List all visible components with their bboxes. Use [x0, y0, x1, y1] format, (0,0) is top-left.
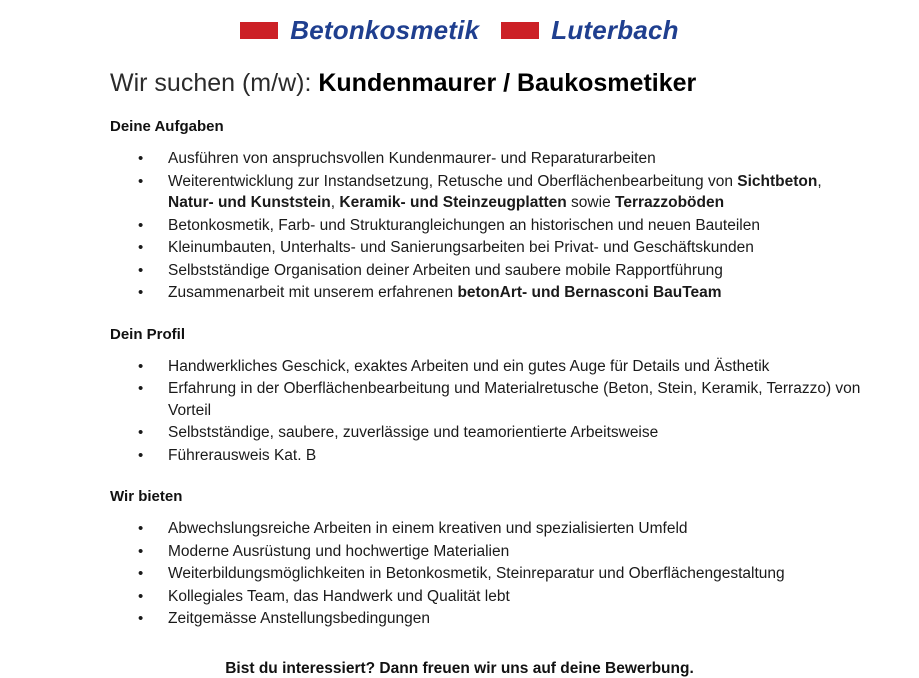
list-item: [110, 260, 870, 282]
brand-name-secondary: Luterbach: [551, 14, 679, 45]
section-heading: Dein Profil: [110, 325, 186, 343]
page-title: [110, 68, 696, 98]
list-item: [110, 378, 870, 421]
section-wir-bieten: [110, 488, 870, 630]
brand-betonkosmetik: [240, 15, 479, 46]
section-heading: Wir bieten: [110, 488, 183, 505]
list-item-text: Erfahrung in der Oberflächenbearbeitung und Materialretusche (Beton, Stein, Keramik, Terrazzo) von Vorteil: [168, 380, 861, 419]
list-item: [110, 608, 870, 630]
bullet-list: [110, 148, 870, 304]
list-item: [110, 148, 870, 170]
section-deine-aufgaben: [110, 118, 870, 304]
list-item-text: Handwerkliches Geschick, exaktes Arbeiten und ein gutes Auge für Details und Ästhetik: [168, 357, 770, 375]
list-item: [110, 586, 870, 608]
list-item: [110, 215, 870, 237]
list-item-text: Führerausweis Kat. B: [168, 446, 317, 464]
list-item-text: Kollegiales Team, das Handwerk und Qualität lebt: [168, 587, 510, 605]
list-item-text: Zusammenarbeit mit unserem erfahrenen betonArt- und Bernasconi BauTeam: [168, 284, 722, 301]
list-item: [110, 356, 870, 378]
section-dein-profil: [110, 326, 870, 467]
document-body: [110, 118, 870, 631]
list-item: [110, 422, 870, 444]
list-item-text: Weiterbildungsmöglichkeiten in Betonkosmetik, Steinreparatur und Oberflächengestaltung: [168, 565, 785, 582]
page-title-lead: Wir suchen (m/w):: [110, 69, 319, 97]
list-item-text: Kleinumbauten, Unterhalts- und Sanierungsarbeiten bei Privat- und Geschäftskunden: [168, 239, 754, 256]
list-item-text: Selbstständige, saubere, zuverlässige und teamorientierte Arbeitsweise: [168, 424, 659, 441]
document-header: [0, 6, 919, 54]
bullet-list: [110, 356, 870, 467]
section-heading: Deine Aufgaben: [110, 118, 224, 135]
list-item: [110, 237, 870, 259]
closing-call-to-action: Bist du interessiert? Dann freuen wir uns auf deine Bewerbung.: [225, 660, 694, 677]
list-item: [110, 518, 870, 540]
page-title-role: Kundenmaurer / Baukosmetiker: [318, 69, 697, 97]
list-item: [110, 541, 870, 563]
list-item-text: Abwechslungsreiche Arbeiten in einem kreativen und spezialisierten Umfeld: [168, 520, 688, 537]
list-item: [110, 171, 870, 214]
list-item-text: Weiterentwicklung zur Instandsetzung, Retusche und Oberflächenbearbeitung von Sichtbeton, Natur- und Kunststein, Keramik- und Steinzeugplatten sowie Terrazzoböden: [168, 172, 822, 211]
list-item-text: Betonkosmetik, Farb- und Strukturangleichungen an historischen und neuen Bauteilen: [168, 216, 760, 234]
bullet-list: [110, 518, 870, 630]
list-item: [110, 445, 870, 467]
list-item-text: Zeitgemässe Anstellungsbedingungen: [168, 610, 430, 627]
brand-name-primary: Betonkosmetik: [290, 14, 480, 45]
list-item: [110, 282, 870, 304]
brand-luterbach: [501, 15, 678, 46]
red-rectangle-logo-icon: [501, 22, 539, 39]
list-item: [110, 563, 870, 585]
list-item-text: Selbstständige Organisation deiner Arbeiten und saubere mobile Rapportführung: [168, 261, 723, 279]
list-item-text: Moderne Ausrüstung und hochwertige Materialien: [168, 542, 510, 560]
red-rectangle-logo-icon: [240, 22, 278, 39]
list-item-text: Ausführen von anspruchsvollen Kundenmaurer- und Reparaturarbeiten: [168, 150, 656, 167]
